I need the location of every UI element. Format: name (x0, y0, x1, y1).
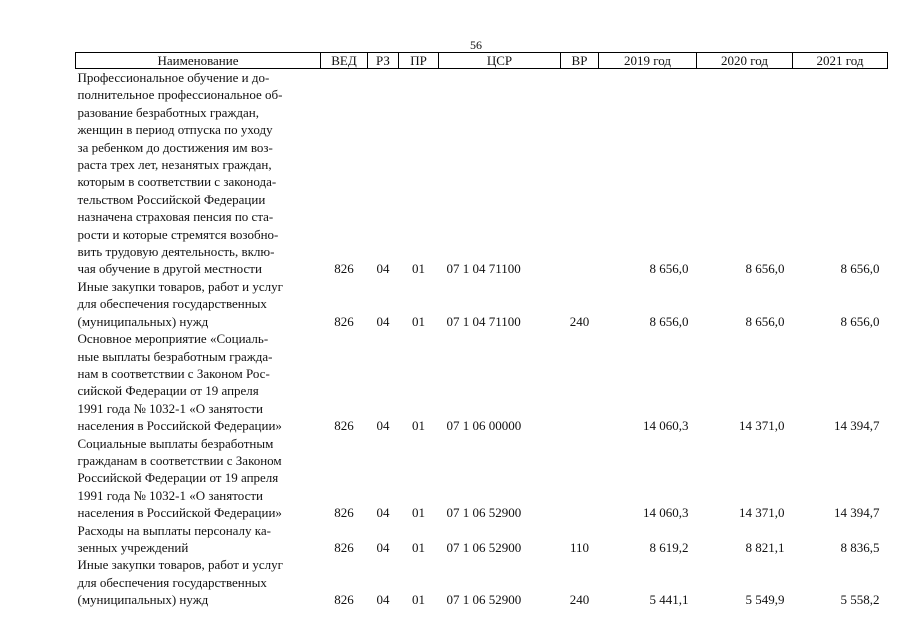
row-2020: 8 656,0 (745, 313, 785, 329)
row-vr (561, 330, 599, 434)
row-2020: 14 371,0 (739, 418, 785, 434)
row-name-line: Профессиональное обучение и до- (77, 70, 270, 85)
row-name-line: гражданам в соответствии с Законом (77, 452, 282, 468)
row-csr: 07 1 06 52900 (446, 505, 522, 521)
row-name-line: Основное мероприятие «Социаль- (77, 331, 269, 347)
table-row (76, 278, 888, 330)
row-pr: 01 (412, 313, 425, 329)
row-vr: 240 (569, 313, 590, 329)
row-2021: 14 394,7 (834, 418, 880, 434)
row-name-line: нам в соответствии с Законом Рос- (77, 365, 270, 381)
row-rz: 04 (376, 261, 390, 277)
row-pr: 01 (412, 261, 425, 277)
header-2019: 2019 год (599, 53, 697, 69)
row-rz: 04 (376, 505, 390, 521)
row-name-line: (муниципальных) нужд (77, 592, 209, 608)
row-name-line: чая обучение в другой местности (77, 261, 262, 277)
table-row (76, 435, 888, 522)
header-pr: ПР (399, 53, 439, 69)
row-2019: 14 060,3 (643, 505, 689, 521)
header-csr: ЦСР (439, 53, 561, 69)
row-pr: 01 (412, 505, 425, 521)
row-vr: 240 (569, 592, 590, 608)
header-ved: ВЕД (321, 53, 368, 69)
row-ved: 826 (334, 418, 354, 434)
row-rz: 04 (376, 592, 390, 608)
row-2019: 8 656,0 (649, 261, 689, 277)
row-name-line: (муниципальных) нужд (77, 313, 209, 329)
row-name-line: 1991 года № 1032-1 «О занятости (77, 487, 263, 503)
row-2019: 14 060,3 (643, 418, 689, 434)
row-name-line: Российской Федерации от 19 апреля (77, 470, 279, 486)
row-vr (561, 435, 599, 522)
header-2020: 2020 год (697, 53, 793, 69)
row-name-line: зенных учреждений (77, 539, 189, 555)
row-name-line: Иные закупки товаров, работ и услуг (77, 557, 283, 573)
row-pr: 01 (412, 539, 425, 555)
header-rz: РЗ (368, 53, 399, 69)
row-name-line: ные выплаты безработным гражда- (77, 348, 273, 364)
row-name-line: разование безработных граждан, (77, 104, 260, 120)
row-name-line: 1991 года № 1032-1 «О занятости (77, 400, 263, 416)
row-rz: 04 (376, 539, 390, 555)
row-name (76, 278, 321, 330)
row-2021: 8 836,5 (840, 539, 880, 555)
row-name-line: полнительное профессиональное об- (77, 87, 283, 103)
table-row (76, 69, 888, 278)
row-csr: 07 1 06 00000 (446, 418, 522, 434)
row-2021: 5 558,2 (840, 592, 880, 608)
row-ved: 826 (334, 261, 354, 277)
table-header-row (76, 53, 888, 69)
row-name-line: которым в соответствии с законода- (77, 174, 277, 190)
header-2021: 2021 год (793, 53, 888, 69)
table-row (76, 556, 888, 608)
row-ved: 826 (334, 505, 354, 521)
header-name: Наименование (76, 53, 321, 69)
row-csr: 07 1 06 52900 (446, 592, 522, 608)
row-name-line: назначена страховая пенсия по ста- (77, 209, 274, 225)
row-2019: 8 656,0 (649, 313, 689, 329)
row-vr (561, 69, 599, 278)
table-row (76, 522, 888, 557)
row-name (76, 69, 321, 278)
row-csr: 07 1 04 71100 (446, 261, 521, 277)
row-name (76, 522, 321, 557)
row-csr: 07 1 06 52900 (446, 539, 522, 555)
row-2020: 8 821,1 (745, 539, 785, 555)
row-2020: 8 656,0 (745, 261, 785, 277)
budget-table (75, 52, 888, 609)
row-name-line: Расходы на выплаты персоналу ка- (77, 522, 272, 538)
row-pr: 01 (412, 592, 425, 608)
row-csr: 07 1 04 71100 (446, 313, 521, 329)
row-name (76, 556, 321, 608)
table-row (76, 330, 888, 434)
row-name-line: раста трех лет, незанятых граждан, (77, 157, 272, 173)
row-2020: 14 371,0 (739, 505, 785, 521)
row-name-line: вить трудовую деятельность, вклю- (77, 244, 275, 260)
header-vr: ВР (561, 53, 599, 69)
row-name-line: для обеспечения государственных (77, 296, 267, 312)
row-pr: 01 (412, 418, 425, 434)
row-rz: 04 (376, 313, 390, 329)
row-2019: 8 619,2 (649, 539, 689, 555)
row-2021: 14 394,7 (834, 505, 880, 521)
row-name-line: населения в Российской Федерации» (77, 505, 282, 521)
row-ved: 826 (334, 539, 354, 555)
row-ved: 826 (334, 313, 354, 329)
row-2021: 8 656,0 (840, 261, 880, 277)
row-name (76, 435, 321, 522)
row-name-line: тельством Российской Федерации (77, 191, 266, 207)
row-name (76, 330, 321, 434)
page-number: 56 (470, 38, 482, 52)
row-name-line: женщин в период отпуска по уходу (77, 122, 273, 138)
row-name-line: сийской Федерации от 19 апреля (77, 383, 259, 399)
row-2019: 5 441,1 (649, 592, 689, 608)
row-name-line: Иные закупки товаров, работ и услуг (77, 278, 283, 294)
row-name-line: за ребенком до достижения им воз- (77, 139, 273, 155)
row-2021: 8 656,0 (840, 313, 880, 329)
row-vr: 110 (569, 539, 590, 555)
row-name-line: населения в Российской Федерации» (77, 418, 282, 434)
row-ved: 826 (334, 592, 354, 608)
row-name-line: для обеспечения государственных (77, 574, 267, 590)
row-name-line: Социальные выплаты безработным (77, 435, 274, 451)
row-name-line: рости и которые стремятся возобно- (77, 226, 279, 242)
row-rz: 04 (376, 418, 390, 434)
row-2020: 5 549,9 (745, 592, 785, 608)
